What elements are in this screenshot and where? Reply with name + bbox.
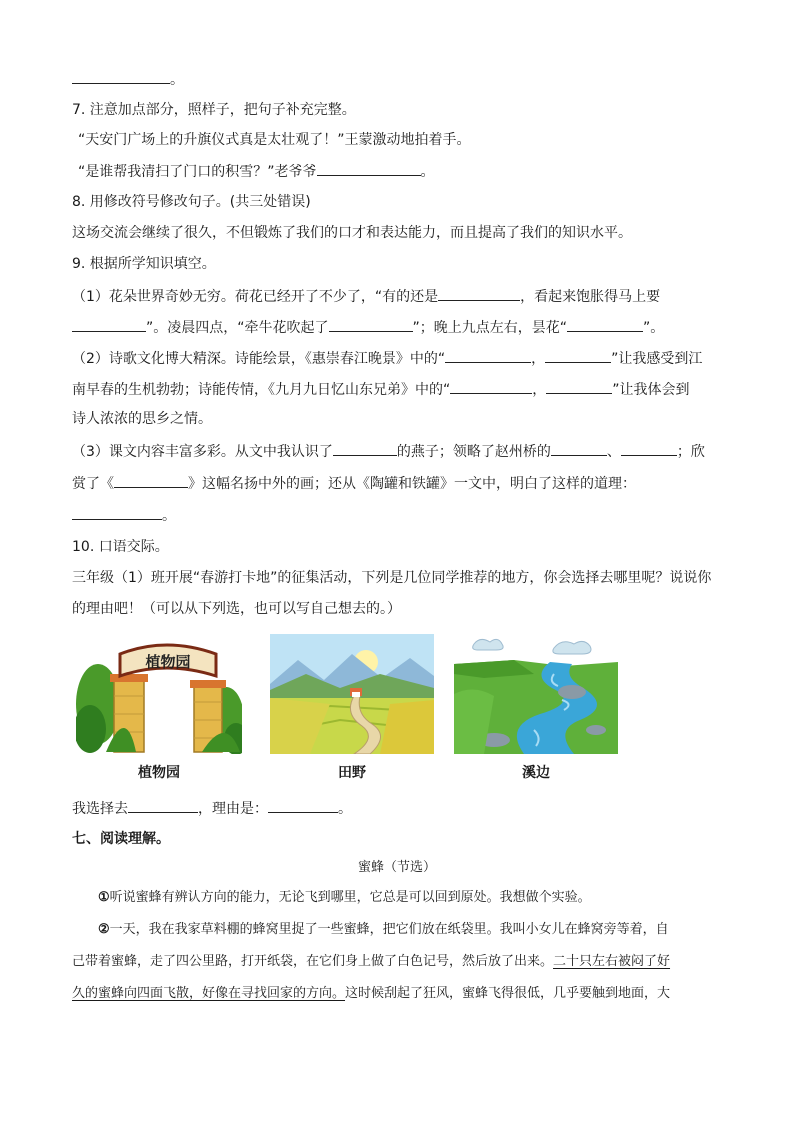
q9-p1-line1: （1）花朵世界奇妙无穷。荷花已经开了不少了，“有的还是 ，看起来饱胀得马上要 [72,285,724,307]
q9-p2-line2: 南早春的生机勃勃；诗能传情，《九月九日忆山东兄弟》中的“ ， ”让我体会到 [72,378,724,400]
answer-blank[interactable] [317,160,421,176]
q10-title: 10. 口语交际。 [72,539,169,555]
answer-blank[interactable] [545,347,611,363]
q7-title: 7. 注意加点部分，照样子，把句子补充完整。 [72,102,356,118]
answer-blank[interactable] [128,797,198,813]
answer-blank[interactable] [546,378,612,394]
passage-para-2-line3: 久的蜜蜂向四面飞散，好像在寻找回家的方向。这时候刮起了狂风，蜜蜂飞得很低，几乎要触到地面，大 [72,986,671,1001]
answer-blank[interactable] [333,440,397,456]
q10-text2: 的理由吧！（可以从下列选，也可以写自己想去的。） [72,601,401,617]
field-image [270,634,434,754]
stream-image [454,634,618,754]
passage-para-1: ①听说蜜蜂有辨认方向的能力，无论飞到哪里，它总是可以回到原处。我想做个实验。 [98,890,591,905]
passage-title: 蜜蜂（节选） [357,860,436,875]
q9-p3-line2: 赏了《 》这幅名扬中外的画；还从《陶罐和铁罐》一文中，明白了这样的道理： [72,472,724,494]
answer-blank[interactable] [114,472,188,488]
q9-p1-line2: ”。凌晨四点，“牵牛花吹起了 ”；晚上九点左右，昙花“ ”。 [72,316,724,338]
garden-sign-text: 植物园 [145,653,191,671]
q9-p2-line3: 诗人浓浓的思乡之情。 [72,411,212,427]
passage-para-2-line1: ②一天，我在我家草料棚的蜂窝里捉了一些蜜蜂，把它们放在纸袋里。我叫小女儿在蜂窝旁等着，自 [98,922,669,937]
q9-p3-line1: （3）课文内容丰富多彩。从文中我认识了 的燕子；领略了赵州桥的 、 ；欣 [72,440,724,462]
q9-p2-line1: （2）诗歌文化博大精深。诗能绘景，《惠崇春江晚景》中的“ ， ”让我感受到江 [72,347,724,369]
q8-sentence: 这场交流会继续了很久，不但锻炼了我们的口才和表达能力，而且提高了我们的知识水平。 [72,225,632,241]
caption-stream: 溪边 [522,765,550,781]
q8-title: 8. 用修改符号修改句子。(共三处错误) [72,194,311,210]
answer-blank[interactable] [567,316,643,332]
line-prev-end: 。 [72,68,724,90]
q10-text1: 三年级（1）班开展“春游打卡地”的征集活动，下列是几位同学推荐的地方，你会选择去哪里呢？说说你 [72,570,712,586]
answer-blank[interactable] [72,68,170,84]
q9-title: 9. 根据所学知识填空。 [72,256,216,272]
q7-example: “天安门广场上的升旗仪式真是太壮观了！”王蒙激动地拍着手。 [78,132,471,148]
answer-blank[interactable] [445,347,531,363]
passage-para-2-line2: 己带着蜜蜂，走了四公里路，打开纸袋，在它们身上做了白色记号，然后放了出来。二十只左右被闷了好 [72,954,671,969]
answer-blank[interactable] [438,285,520,301]
answer-blank[interactable] [268,797,338,813]
answer-blank[interactable] [621,440,677,456]
section-7-title: 七、阅读理解。 [72,831,170,847]
botanical-garden-image [76,634,242,754]
answer-blank[interactable] [72,504,162,520]
q10-choose-line: 我选择去 ，理由是： 。 [72,797,724,819]
q9-p3-line3: 。 [72,504,724,526]
answer-blank[interactable] [450,378,532,394]
answer-blank[interactable] [551,440,607,456]
q7-prompt: “是谁帮我清扫了门口的积雪？”老爷爷 。 [78,160,730,182]
answer-blank[interactable] [72,316,146,332]
caption-field: 田野 [338,765,366,781]
caption-botanical-garden: 植物园 [138,765,180,781]
answer-blank[interactable] [329,316,413,332]
